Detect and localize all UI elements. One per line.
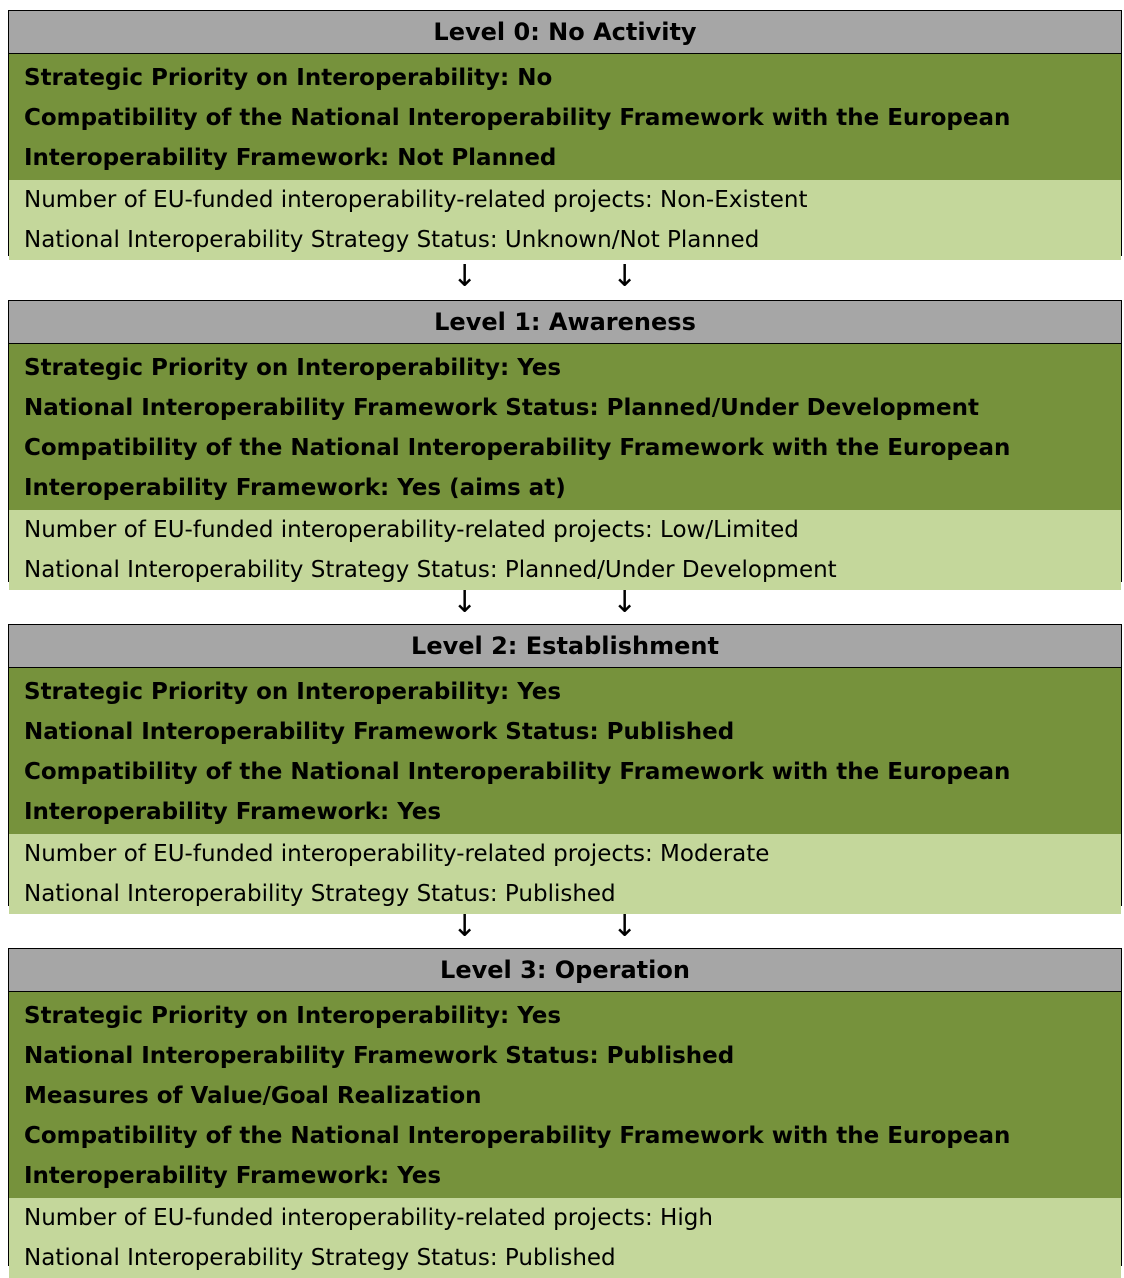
down-arrow-icon: ↓ — [452, 909, 478, 944]
criterion-item: Strategic Priority on Interoperability: No — [24, 65, 553, 91]
criterion-item: Strategic Priority on Interoperability: Yes — [24, 355, 562, 381]
level-3-box — [8, 948, 1122, 1271]
status-item: Number of EU-funded interoperability-related projects: High — [24, 1205, 713, 1231]
level-1-box — [8, 300, 1122, 582]
level-1-status-criteria — [9, 510, 1121, 590]
status-item: Number of EU-funded interoperability-related projects: Moderate — [24, 841, 770, 867]
status-item: Number of EU-funded interoperability-related projects: Non-Existent — [24, 187, 808, 213]
level-3-strategic-criteria — [9, 992, 1121, 1198]
criterion-item: National Interoperability Framework Status: Published — [24, 719, 735, 745]
criterion-item: Compatibility of the National Interoperability Framework with the European — [24, 759, 1011, 785]
level-2-title: Level 2: Establishment — [9, 625, 1121, 668]
connector-arrows-2-3 — [0, 906, 1124, 950]
status-item: National Interoperability Strategy Status: Planned/Under Development — [24, 557, 837, 583]
criterion-item: Interoperability Framework: Not Planned — [24, 145, 557, 171]
criterion-item: Strategic Priority on Interoperability: Yes — [24, 679, 562, 705]
level-0-strategic-criteria — [9, 54, 1121, 180]
status-item: National Interoperability Strategy Status: Published — [24, 881, 616, 907]
level-2-status-criteria — [9, 834, 1121, 914]
status-item: National Interoperability Strategy Status: Published — [24, 1245, 616, 1271]
criterion-item: Interoperability Framework: Yes — [24, 799, 442, 825]
criterion-item: Compatibility of the National Interoperability Framework with the European — [24, 435, 1011, 461]
level-0-title: Level 0: No Activity — [9, 11, 1121, 54]
down-arrow-icon: ↓ — [612, 259, 638, 294]
status-item: Number of EU-funded interoperability-related projects: Low/Limited — [24, 517, 799, 543]
level-2-box — [8, 624, 1122, 906]
down-arrow-icon: ↓ — [452, 585, 478, 620]
criterion-item: National Interoperability Framework Status: Planned/Under Development — [24, 395, 979, 421]
criterion-item: Compatibility of the National Interoperability Framework with the European — [24, 1123, 1011, 1149]
criterion-item: National Interoperability Framework Status: Published — [24, 1043, 735, 1069]
level-1-strategic-criteria — [9, 344, 1121, 510]
criterion-item: Interoperability Framework: Yes — [24, 1163, 442, 1189]
level-2-strategic-criteria — [9, 668, 1121, 834]
connector-arrows-1-2 — [0, 582, 1124, 626]
down-arrow-icon: ↓ — [452, 259, 478, 294]
criterion-item: Strategic Priority on Interoperability: Yes — [24, 1003, 562, 1029]
down-arrow-icon: ↓ — [612, 909, 638, 944]
status-item: National Interoperability Strategy Status: Unknown/Not Planned — [24, 227, 760, 253]
criterion-item: Measures of Value/Goal Realization — [24, 1083, 482, 1109]
criterion-item: Compatibility of the National Interoperability Framework with the European — [24, 105, 1011, 131]
level-0-status-criteria — [9, 180, 1121, 260]
level-3-title: Level 3: Operation — [9, 949, 1121, 992]
level-1-title: Level 1: Awareness — [9, 301, 1121, 344]
down-arrow-icon: ↓ — [612, 585, 638, 620]
criterion-item: Interoperability Framework: Yes (aims at) — [24, 475, 566, 501]
level-0-box — [8, 10, 1122, 256]
connector-arrows-0-1 — [0, 256, 1124, 300]
level-3-status-criteria — [9, 1198, 1121, 1278]
